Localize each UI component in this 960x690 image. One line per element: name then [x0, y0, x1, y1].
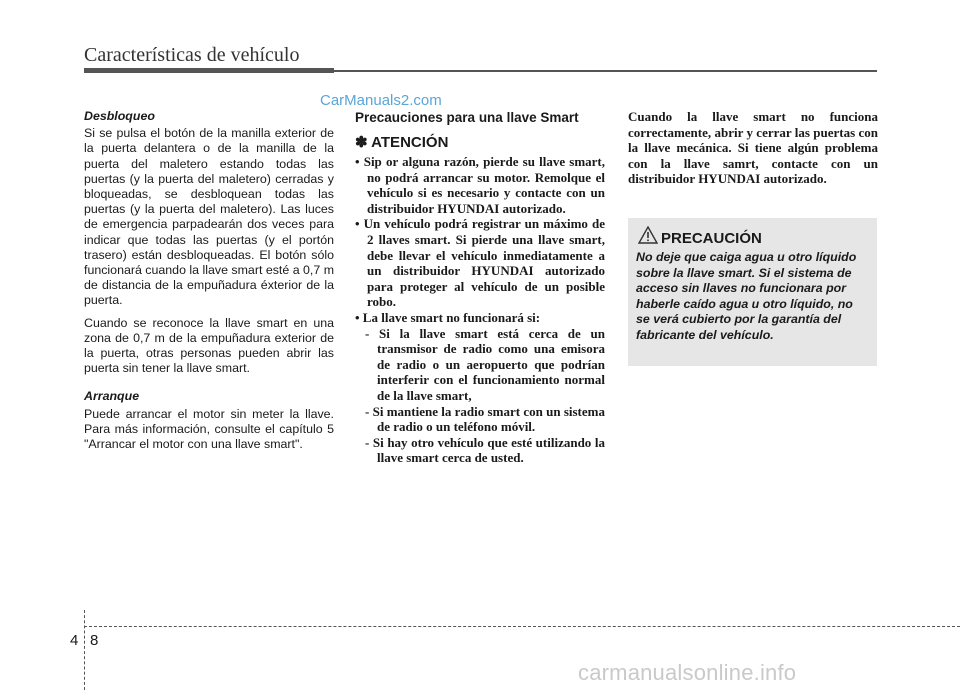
section-title-precauciones: Precauciones para una llave Smart [355, 110, 579, 125]
column-middle [355, 111, 605, 466]
paragraph-arranque: Puede arrancar el motor sin meter la llave. Para más información, consulte el capítulo 5 "Arrancar el motor con una llave smart". [84, 406, 334, 452]
list-subitem: - Si la llave smart está cerca de un transmisor de radio como una emisora de radio o un aeropuerto que podrían interferir con el funcionamiento normal de la llave smart, [365, 325, 605, 403]
list-subitem: - Si mantiene la radio smart con un sistema de radio o un teléfono móvil. [365, 403, 605, 435]
caution-box [628, 218, 877, 366]
header-rule-thick [84, 68, 334, 73]
caution-text: No deje que caiga agua u otro líquido sobre la llave smart. Si el sistema de acceso sin llaves no funcionara por haberle caído agua u otro líquido, no se verá cubierto por la garantía del fabricante del vehículo. [636, 250, 857, 342]
list-item: • Sip or alguna razón, pierde su llave smart, no podrá arrancar su motor. Remolque el vehículo si es necesario y contacte con un distribuidor HYUNDAI autorizado. [355, 154, 605, 216]
watermark-link-top[interactable]: CarManuals2.com [320, 92, 442, 109]
list-subitem: - Si hay otro vehículo que esté utilizando la llave smart cerca de usted. [365, 434, 605, 466]
atencion-list [355, 154, 605, 466]
column-right-paragraph: Cuando la llave smart no funciona correctamente, abrir y cerrar las puertas con la llave mecánica. Si tiene algún problema con la llave samrt, contacte con un distribuidor HYUNDAI autorizado. [628, 109, 878, 187]
footer-rule [84, 626, 960, 627]
subheading-arranque: Arranque [84, 389, 140, 404]
page-number: 8 [90, 632, 99, 649]
paragraph-desbloqueo-1: Si se pulsa el botón de la manilla exterior de la puerta delantera o de la manilla de la puerta del maletero estando todas las puertas (y la puerta del maletero) cerradas y bloqueadas, se desbloquean todas las puertas (y la puerta del maletero). Las luces de emergencia parpadearán dos veces para indicar que todas las puertas (y el portón trasero) están desbloqueadas. El botón sólo funcionará cuando la llave smart esté a 0,7 m de distancia de la empuñadura éxterior de la puerta. [84, 126, 335, 308]
footer-vertical-rule [84, 610, 85, 690]
page-header-title: Características de vehículo [84, 44, 300, 66]
caution-title: PRECAUCIÓN [661, 230, 762, 247]
header-rule-thin [334, 70, 877, 72]
warning-triangle-icon [638, 226, 658, 249]
watermark-link-bottom[interactable]: carmanualsonline.info [578, 660, 797, 685]
subheading-desbloqueo: Desbloqueo [84, 109, 155, 123]
column-left [84, 109, 334, 459]
page-chapter-number: 4 [70, 632, 79, 649]
paragraph-desbloqueo-2: Cuando se reconoce la llave smart en una zona de 0,7 m de la empuñadura exterior de la puerta, otras personas pueden abrir las puerta sin tener la llave smart. [84, 315, 334, 376]
list-item: • Un vehículo podrá registrar un máximo de 2 llaves smart. Si pierde una llave smart, debe llevar el vehículo inmediatamente a un distribuidor HYUNDAI autorizado para proteger al vehículo de un posible robo. [355, 216, 605, 310]
list-item: • La llave smart no funcionará si: [355, 309, 541, 325]
atencion-heading: ✽ ATENCIÓN [355, 134, 449, 151]
